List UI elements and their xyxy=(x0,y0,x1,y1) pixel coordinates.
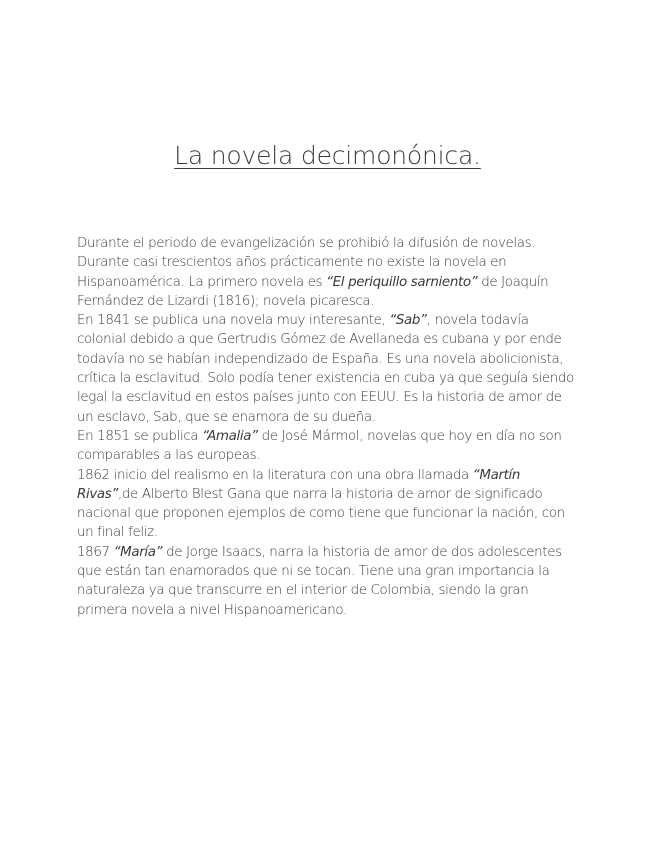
paragraph-1 xyxy=(77,234,577,311)
paragraph-4-segment-1: 1862 inicio del realismo en la literatura con una obra llamada xyxy=(77,467,473,483)
paragraph-1-segment-3: de Joaquín Fernández de Lizardi (1816); novela picaresca. xyxy=(77,274,549,309)
paragraph-5-title-italic: “María” xyxy=(113,544,163,560)
paragraph-5-segment-3: de Jorge Isaacs, narra la historia de amor de dos adolescentes que están tan enamorados que ni se tocan. Tiene una gran importancia la naturaleza ya que transcurre en el interior de Colombia, siendo la gran primera novela a nivel Hispanoamericano. xyxy=(77,544,562,618)
paragraph-2-segment-1: En 1841 se publica una novela muy interesante, xyxy=(77,313,390,329)
paragraph-3-segment-1: En 1851 se publica xyxy=(77,428,203,444)
paragraph-4-title-italic: “Martín Rivas” xyxy=(77,467,521,502)
paragraph-1-title-italic: “El periquillo sarniento” xyxy=(326,274,478,290)
paragraph-3 xyxy=(77,427,577,466)
paragraph-1-segment-1: Durante el periodo de evangelización se prohibió la difusión de novelas. Durante casi trescientos años prácticamente no existe la novela en Hispanoamérica. La primero novela es xyxy=(77,236,536,290)
paragraph-5 xyxy=(77,543,577,620)
document-body xyxy=(77,234,577,620)
paragraph-2 xyxy=(77,311,577,427)
paragraph-3-title-italic: “Amalia” xyxy=(202,428,258,444)
paragraph-2-segment-3: , novela todavía colonial debido a que Gertrudis Gómez de Avellaneda es cubana y por ende todavía no se habían independizado de España. Es una novela abolicionista, crítica la esclavitud. Solo podía tener existencia en cuba ya que seguía siendo legal la esclavitud en estos países junto con EEUU. Es la historia de amor de un esclavo, Sab, que se enamora de su dueña. xyxy=(77,313,574,425)
document-title-text: La novela decimonónica. xyxy=(174,141,481,170)
paragraph-5-segment-1: 1867 xyxy=(77,544,114,560)
document-title xyxy=(0,138,655,174)
paragraph-2-title-italic: “Sab” xyxy=(389,313,427,329)
paragraph-4-segment-3: ,de Alberto Blest Gana que narra la historia de amor de significado nacional que proponen ejemplos de como tiene que funcionar la nación, con un final feliz. xyxy=(77,486,565,541)
paragraph-3-segment-3: de José Mármol, novelas que hoy en día no son comparables a las europeas. xyxy=(77,428,562,464)
paragraph-4 xyxy=(77,466,577,543)
